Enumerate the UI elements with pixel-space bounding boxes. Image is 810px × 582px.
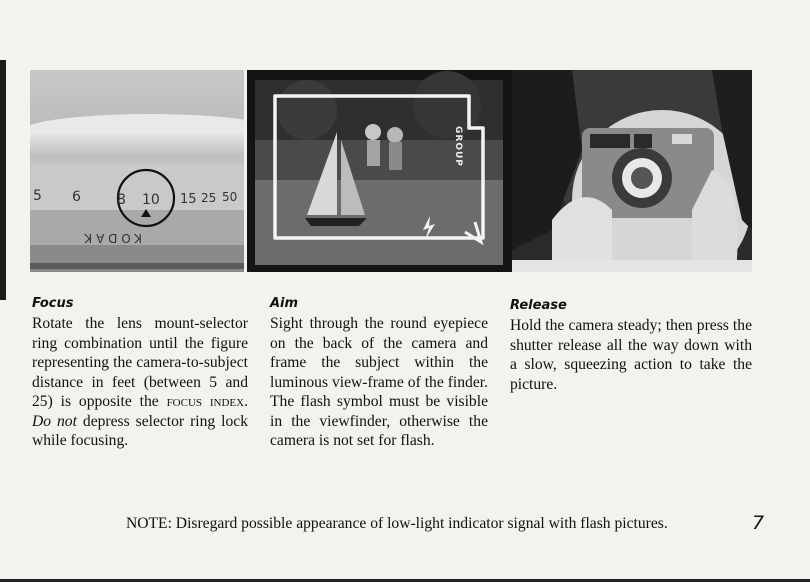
release-photo: [512, 70, 752, 272]
scale-15: 15: [180, 192, 197, 207]
release-column: [510, 297, 752, 394]
focus-column: [32, 295, 248, 451]
group-label: GROUP: [453, 126, 463, 167]
focus-paragraph: [32, 314, 248, 451]
page-edge-left: [0, 60, 6, 300]
scale-8: 8: [117, 192, 126, 208]
focus-emphasis: Do not: [32, 412, 77, 430]
release-heading: Release: [510, 298, 567, 313]
page-number: 7: [752, 512, 765, 534]
release-paragraph: Hold the camera steady; then press the shutter release all the way down with a slow, squeezing action to take the picture.: [510, 317, 752, 393]
aim-heading: Aim: [270, 296, 299, 311]
kodak-label: KODAK: [80, 231, 142, 245]
aim-paragraph: Sight through the round eyepiece on the back of the camera and frame the subject within the luminous view-frame of the finder. The flash symbol must be visible in the viewfinder, otherwise the camera is not set for flash.: [270, 315, 488, 449]
scale-25: 25: [201, 191, 217, 205]
focus-text-before: Rotate the lens mount-selector ring combination until the figure representing the camera-to-subject distance in feet (between 5 and 25) is opposite the: [32, 315, 248, 410]
scale-6: 6: [72, 189, 81, 205]
scale-10: 10: [142, 192, 160, 208]
aim-column: [270, 295, 488, 451]
scale-50: 50: [222, 190, 238, 204]
viewfinder-photo: [247, 70, 512, 272]
focus-index-term: focus index.: [166, 393, 248, 410]
focus-ring-photo: [30, 70, 244, 272]
focus-text-after: depress selector ring lock while focusing.: [32, 412, 249, 449]
footer-note: NOTE: Disregard possible appearance of low-light indicator signal with flash pictures.: [126, 515, 668, 532]
focus-heading: Focus: [32, 296, 74, 311]
scale-5: 5: [33, 188, 42, 204]
